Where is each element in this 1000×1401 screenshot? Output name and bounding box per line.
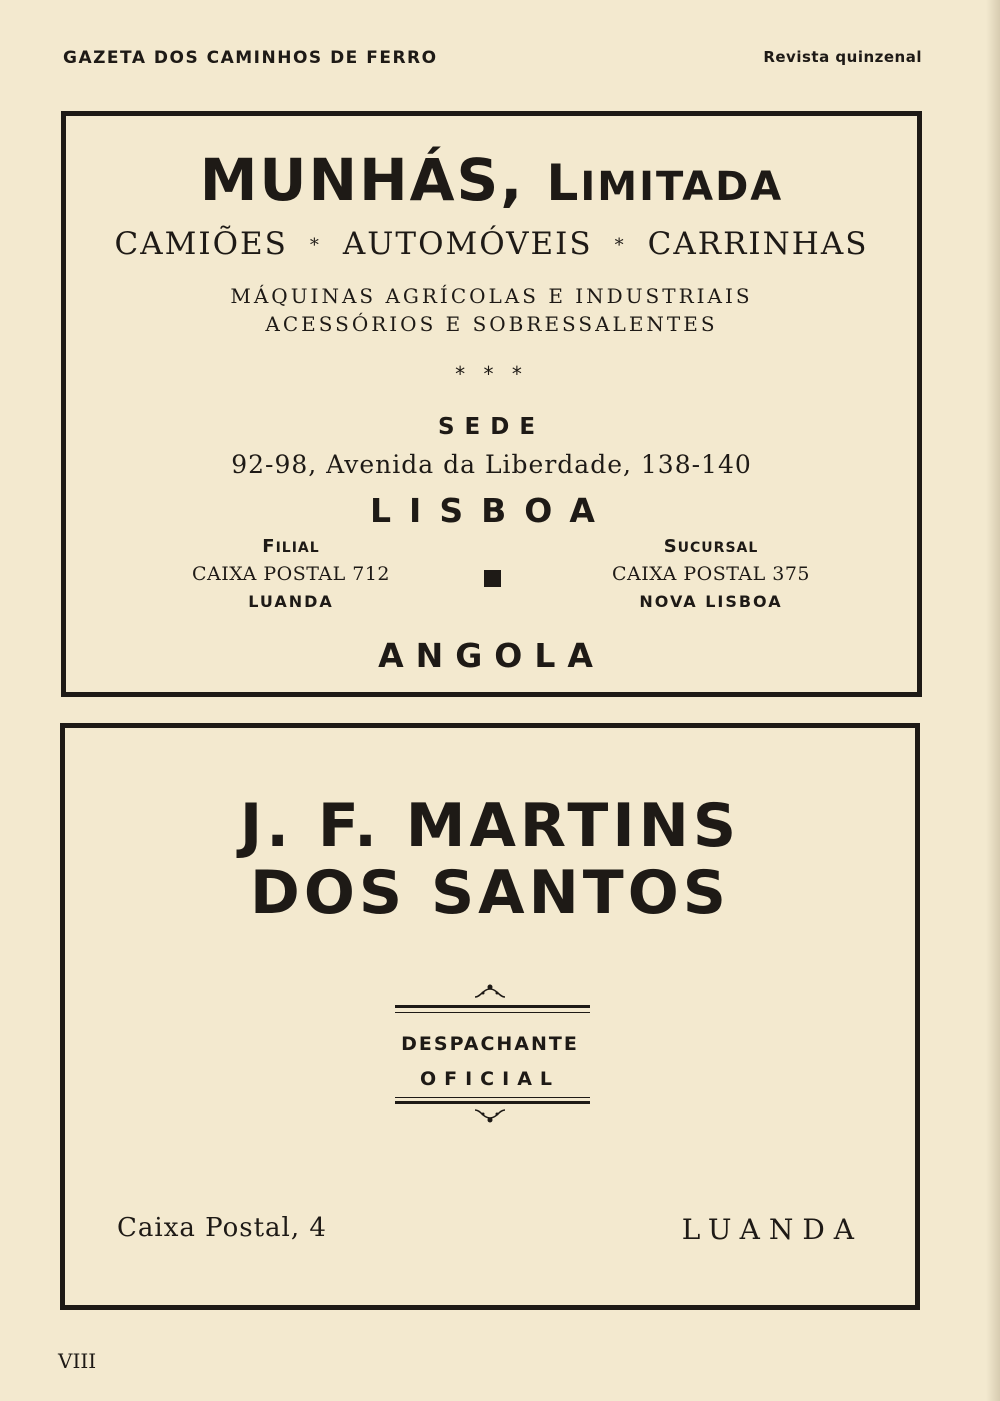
page-edge-shadow [986,0,1000,1401]
publication-frequency: Revista quinzenal [763,48,922,66]
branch-filial [161,536,421,611]
double-rule-top-thin [395,1012,590,1013]
product-item: CAMIÕES [114,226,288,262]
branch-label [161,536,421,557]
agent-name-line-1: J. F. MARTINS [239,791,741,861]
role-line-1: DESPACHANTE [401,1033,579,1055]
star-separator-icon: * [614,235,626,256]
square-ornament-icon [484,570,501,587]
double-rule-bottom-thin [395,1097,590,1098]
stars-ornament: * * * [455,362,528,386]
flourish-top-icon [65,983,915,1003]
agent-city: LUANDA [681,1213,863,1246]
advert-munhas [61,111,922,697]
products-subline-2: ACESSÓRIOS E SOBRESSALENTES [265,312,718,336]
agent-postal: Caixa Postal, 4 [117,1213,327,1243]
role-line-2: OFICIAL [419,1068,561,1090]
product-item: CARRINHAS [647,226,869,262]
subsidiary-label-rest: UCURSAL [677,540,759,556]
flourish-bottom-icon [65,1108,915,1128]
company-name-main: MUNHÁS, [199,146,525,214]
branch-postal: CAIXA POSTAL 712 [191,563,391,585]
flourish-top-svg [473,983,507,999]
star-separator-icon: * [309,235,321,256]
country: ANGOLA [378,636,605,675]
hq-address: 92-98, Avenida da Liberdade, 138-140 [231,450,752,479]
publication-title: GAZETA DOS CAMINHOS DE FERRO [63,48,438,68]
subsidiary-label-initial: S [663,536,678,557]
subsidiary-label [581,536,841,557]
subsidiary-city: NOVA LISBOA [639,592,783,611]
subsidiary-postal: CAIXA POSTAL 375 [611,563,811,585]
branch-label-initial: F [262,536,276,557]
advert-martins [60,723,920,1310]
branch-city: LUANDA [248,592,334,611]
products-subline-1: MÁQUINAS AGRÍCOLAS E INDUSTRIAIS [230,284,753,308]
product-item: AUTOMÓVEIS [342,226,593,262]
page-number: VIII [58,1349,97,1373]
company-suffix-initial: L [546,154,581,212]
company-name-suffix [546,154,784,212]
branch-label-rest: ILIAL [275,540,320,556]
products-line [66,226,917,266]
hq-city: LISBOA [370,491,613,530]
company-name [66,146,917,214]
agent-name-line-2: DOS SANTOS [250,858,730,928]
flourish-bottom-svg [473,1108,507,1124]
company-suffix-rest: IMITADA [580,164,784,210]
branch-sucursal [581,536,841,611]
double-rule-bottom-thick [395,1101,590,1104]
double-rule-top-thick [395,1005,590,1008]
hq-label: SEDE [437,414,546,440]
